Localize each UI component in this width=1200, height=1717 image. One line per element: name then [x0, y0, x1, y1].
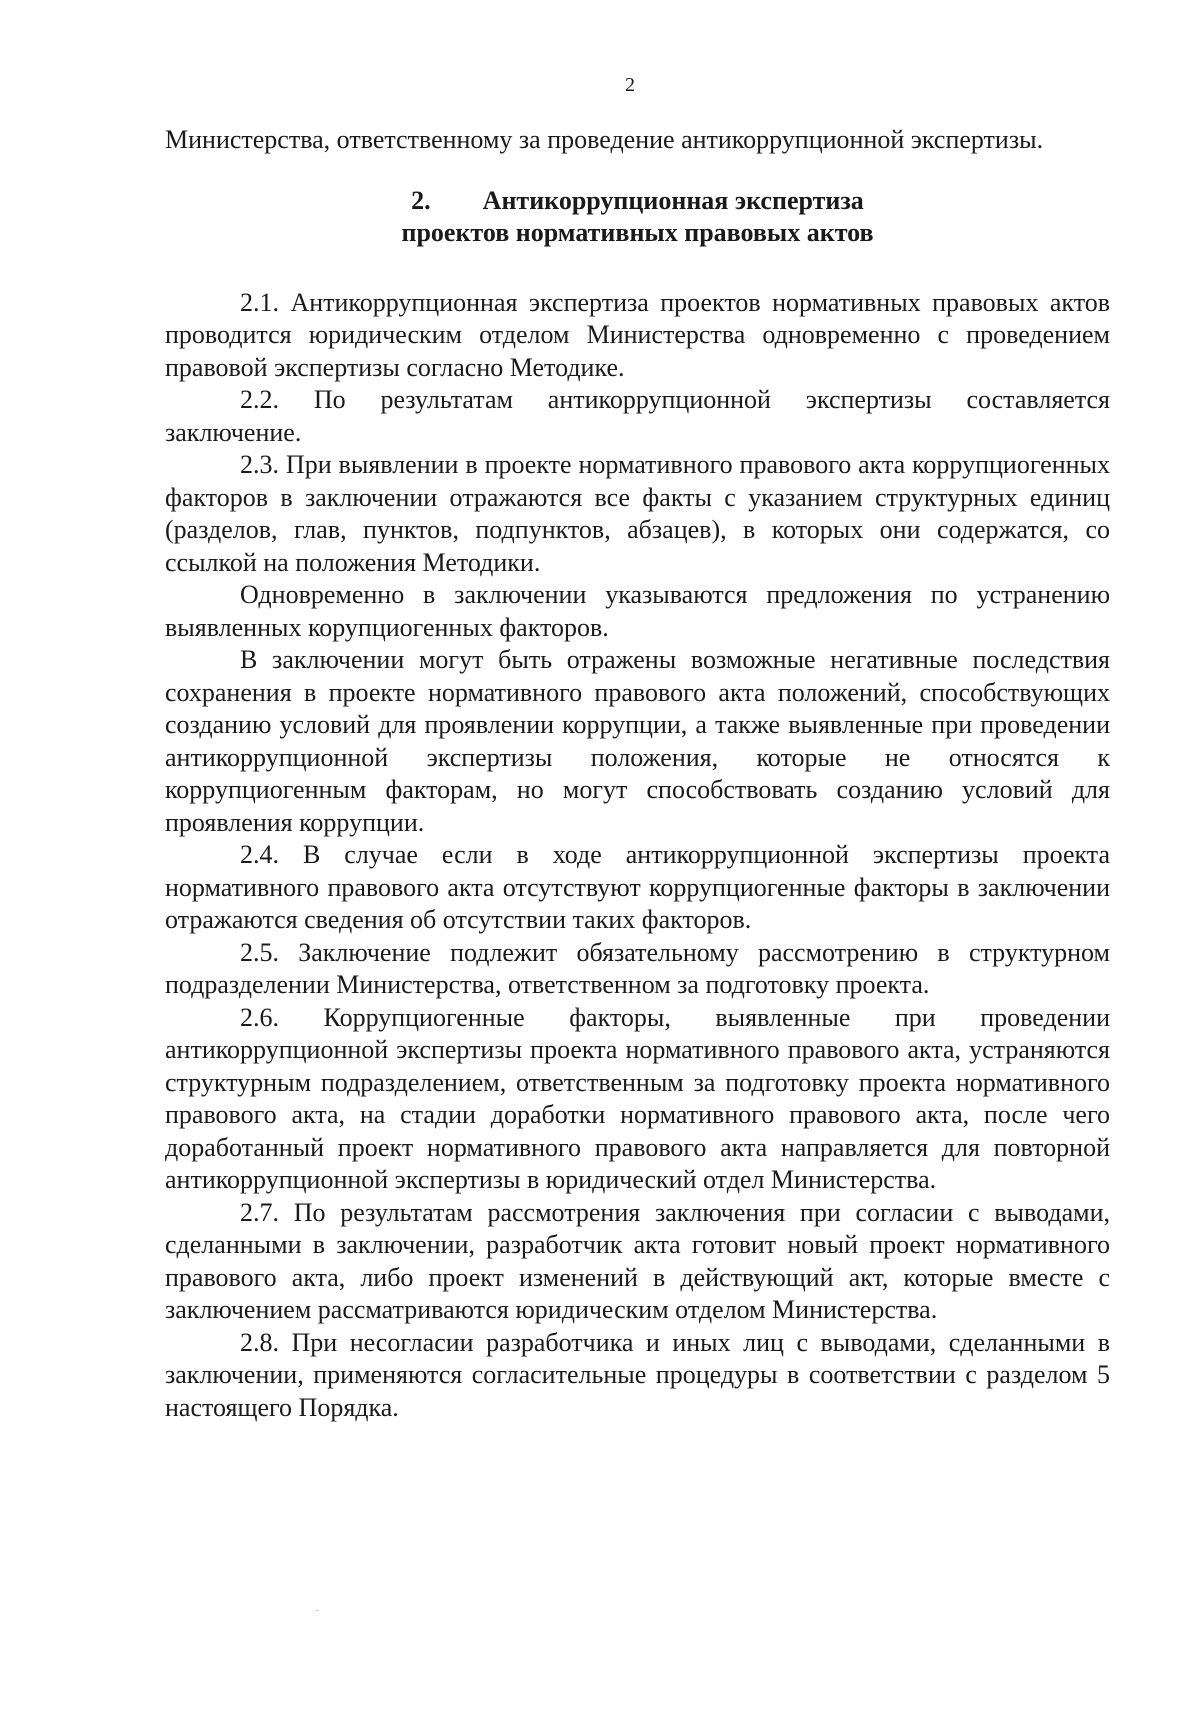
paragraph-2-8: 2.8. При несогласии разработчика и иных лиц с выводами, сделанными в заключении, применяются согласительные процедуры в соответствии с разделом 5 настоящего Порядка.: [165, 1327, 1110, 1422]
intro-continuation: Министерства, ответственному за проведение антикоррупционной экспертизы.: [165, 125, 1044, 154]
paragraph-2-3: 2.3. При выявлении в проекте нормативного правового акта коррупциогенных факторов в заключении отражаются все факты с указанием структурных единиц (разделов, глав, пунктов, подпунктов, абзацев), в которых они содержатся, со ссылкой на положения Методики.: [165, 450, 1110, 577]
document-body: [165, 124, 1110, 1424]
paragraph-2-3-proposals: Одновременно в заключении указываются предложения по устранению выявленных корупциогенных факторов.: [165, 580, 1110, 642]
scan-mark: [316, 1610, 318, 1611]
paragraph-2-4: 2.4. В случае если в ходе антикоррупционной экспертизы проекта нормативного правового акта отсутствуют коррупциогенные факторы в заключении отражаются сведения об отсутствии таких факторов.: [165, 840, 1110, 934]
paragraph-2-6: 2.6. Коррупциогенные факторы, выявленные при проведении антикоррупционной экспертизы проекта нормативного правового акта, устраняются структурным подразделением, ответственным за подготовку проекта нормативного правового акта, на стадии доработки нормативного правового акта, после чего доработанный проект нормативного правового акта направляется для повторной антикоррупционной экспертизы в юридический отдел Министерства.: [165, 1002, 1110, 1194]
paragraph-2-2: 2.2. По результатам антикоррупционной экспертизы составляется заключение.: [165, 385, 1110, 447]
page-number: 2: [625, 74, 635, 96]
paragraph-2-5: 2.5. Заключение подлежит обязательному рассмотрению в структурном подразделении Министерства, ответственном за подготовку проекта.: [165, 937, 1110, 999]
section-heading-line-1: [165, 185, 1110, 217]
section-number: 2.: [411, 185, 431, 215]
paragraph-2-7: 2.7. По результатам рассмотрения заключения при согласии с выводами, сделанными в заключении, разработчик акта готовит новый проект нормативного правового акта, либо проект изменений в действующий акт, которые вместе с заключением рассматриваются юридическим отделом Министерства.: [165, 1197, 1110, 1324]
section-title-line-2: проектов нормативных правовых актов: [401, 217, 874, 247]
section-title-line-1: Антикоррупционная экспертиза: [482, 185, 864, 215]
paragraph-2-3-consequences: В заключении могут быть отражены возможные негативные последствия сохранения в проекте нормативного правового акта положений, способствующих созданию условий для проявлении коррупции, а также выявленные при проведении антикоррупционной экспертизы положения, которые не относятся к коррупциогенным факторам, но могут способствовать созданию условий для проявления коррупции.: [165, 645, 1110, 837]
paragraph-2-1: 2.1. Антикоррупционная экспертиза проектов нормативных правовых актов проводится юридическим отделом Министерства одновременно с проведением правовой экспертизы согласно Методике.: [165, 287, 1110, 382]
section-heading: [165, 185, 1110, 249]
